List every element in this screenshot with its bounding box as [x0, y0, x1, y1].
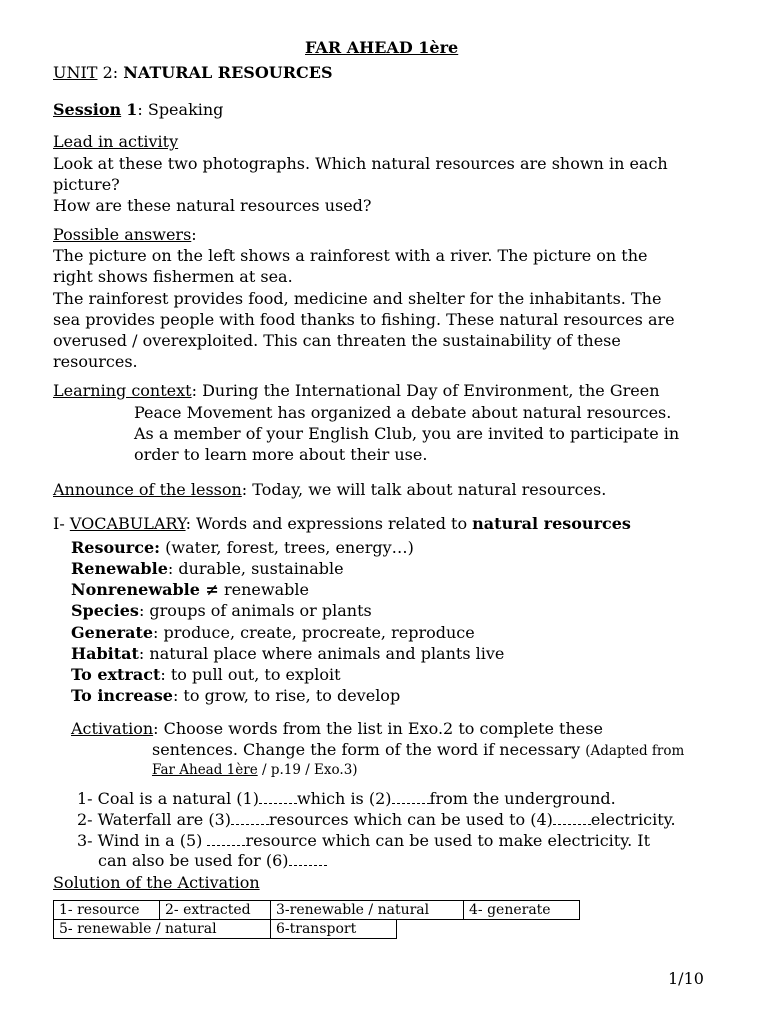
- blank-3[interactable]: [231, 812, 269, 825]
- solution-table: [53, 900, 580, 920]
- table-row: [54, 920, 397, 939]
- vocab-term: Generate: [71, 623, 154, 642]
- sentence-text: can also be used for (6): [98, 851, 289, 870]
- sentence-text: electricity.: [590, 810, 676, 829]
- learning-context-line: order to learn more about their use.: [134, 445, 428, 464]
- vocab-def: : natural place where animals and plants live: [138, 644, 505, 663]
- unit-label: UNIT: [53, 63, 98, 82]
- vocab-term: Nonrenewable ≠: [71, 580, 219, 599]
- announce-heading: Announce of the lesson: [53, 480, 242, 499]
- table-cell: 5- renewable / natural: [54, 920, 271, 939]
- vocab-term: Resource:: [71, 538, 161, 557]
- sentence-text: 1- Coal is a natural (1): [77, 789, 259, 808]
- exercise-sentence-3: [77, 830, 650, 851]
- activation-heading: [71, 718, 603, 739]
- learning-context-line: Peace Movement has organized a debate about natural resources.: [134, 403, 672, 422]
- vocab-item: [71, 579, 309, 600]
- lead-in-line: picture?: [53, 175, 120, 194]
- solution-heading: Solution of the Activation: [53, 873, 260, 892]
- book-title: FAR AHEAD 1ère: [305, 38, 459, 57]
- answer-line: right shows fishermen at sea.: [53, 267, 293, 286]
- vocab-item: [71, 685, 400, 706]
- blank-6[interactable]: [289, 853, 327, 866]
- learning-context-text: : During the International Day of Environment, the Green: [191, 381, 660, 400]
- learning-context-heading: Learning context: [53, 381, 192, 400]
- source-book: Far Ahead 1ère: [152, 762, 258, 778]
- sentence-text: which is (2): [296, 789, 392, 808]
- solution-table-row-2: [53, 919, 397, 939]
- table-row: [54, 901, 580, 920]
- answer-line: The picture on the left shows a rainforest with a river. The picture on the: [53, 246, 648, 265]
- table-cell: 6-transport: [271, 920, 397, 939]
- vocabulary-prefix: I-: [53, 514, 70, 533]
- vocab-def: : durable, sustainable: [167, 559, 344, 578]
- vocabulary-heading: [53, 513, 631, 534]
- session-heading: [53, 99, 223, 120]
- vocab-def: : to grow, to rise, to develop: [172, 686, 401, 705]
- answer-line: The rainforest provides food, medicine and shelter for the inhabitants. The: [53, 289, 662, 308]
- vocab-def: (water, forest, trees, energy…): [160, 538, 414, 557]
- vocab-term: Species: [71, 601, 139, 620]
- exercise-sentence-1: [77, 788, 616, 809]
- table-cell: 2- extracted: [160, 901, 271, 920]
- learning-context: [53, 380, 660, 401]
- page-number: 1/10: [668, 969, 704, 988]
- sentence-text: 3- Wind in a (5): [77, 831, 208, 850]
- lead-in-line: Look at these two photographs. Which natural resources are shown in each: [53, 154, 668, 173]
- sentence-text: from the underground.: [429, 789, 616, 808]
- vocab-item: [71, 558, 344, 579]
- exercise-sentence-3-cont: [98, 850, 327, 871]
- blank-2[interactable]: [392, 791, 430, 804]
- possible-answers-colon: :: [191, 225, 197, 244]
- blank-4[interactable]: [553, 812, 591, 825]
- vocab-item: [71, 643, 504, 664]
- sentence-text: resource which can be used to make electricity. It: [245, 831, 651, 850]
- vocab-item: [71, 622, 475, 643]
- lead-in-line: How are these natural resources used?: [53, 196, 372, 215]
- answer-line: overused / overexploited. This can threaten the sustainability of these: [53, 331, 621, 350]
- session-label: Session: [53, 100, 122, 119]
- answer-line: sea provides people with food thanks to fishing. These natural resources are: [53, 310, 675, 329]
- activation-label: Activation: [71, 719, 154, 738]
- vocabulary-intro: : Words and expressions related to: [185, 514, 473, 533]
- vocab-term: Habitat: [71, 644, 139, 663]
- announce-text: : Today, we will talk about natural resources.: [241, 480, 607, 499]
- sentence-text: 2- Waterfall are (3): [77, 810, 231, 829]
- vocab-term: To extract: [71, 665, 161, 684]
- unit-number: 2:: [97, 63, 124, 82]
- vocab-def: : to pull out, to exploit: [160, 665, 341, 684]
- activation-line-2: [152, 739, 684, 762]
- learning-context-line: As a member of your English Club, you are invited to participate in: [134, 424, 680, 443]
- lead-in-heading: Lead in activity: [53, 132, 179, 151]
- sentence-text: resources which can be used to (4): [269, 810, 553, 829]
- answer-line: resources.: [53, 352, 138, 371]
- session-rest: : Speaking: [137, 100, 224, 119]
- vocab-item: [71, 537, 414, 558]
- vocab-item: [71, 600, 372, 621]
- possible-answers-heading: [53, 224, 197, 245]
- source-ref: / p.19 / Exo.3): [257, 762, 358, 778]
- table-cell: 4- generate: [464, 901, 580, 920]
- possible-answers-label: Possible answers: [53, 225, 192, 244]
- blank-5[interactable]: [207, 833, 245, 846]
- table-cell: 1- resource: [54, 901, 160, 920]
- vocab-def: renewable: [218, 580, 309, 599]
- vocabulary-label: VOCABULARY: [69, 514, 186, 533]
- table-cell: 3-renewable / natural: [271, 901, 464, 920]
- vocab-term: To increase: [71, 686, 173, 705]
- vocab-def: : produce, create, procreate, reproduce: [153, 623, 475, 642]
- announce-lesson: [53, 479, 606, 500]
- unit-heading: [53, 62, 333, 83]
- vocab-def: : groups of animals or plants: [138, 601, 372, 620]
- vocabulary-intro-bold: natural resources: [472, 514, 631, 533]
- session-number: 1: [126, 100, 138, 119]
- activation-text: : Choose words from the list in Exo.2 to complete these: [153, 719, 603, 738]
- activation-instruction: sentences. Change the form of the word if necessary: [152, 740, 586, 759]
- vocab-item: [71, 664, 341, 685]
- blank-1[interactable]: [259, 791, 297, 804]
- activation-source: (Adapted from: [585, 743, 685, 759]
- exercise-sentence-2: [77, 809, 676, 830]
- activation-source-line: [152, 760, 358, 781]
- vocab-term: Renewable: [71, 559, 168, 578]
- unit-title: NATURAL RESOURCES: [123, 63, 333, 82]
